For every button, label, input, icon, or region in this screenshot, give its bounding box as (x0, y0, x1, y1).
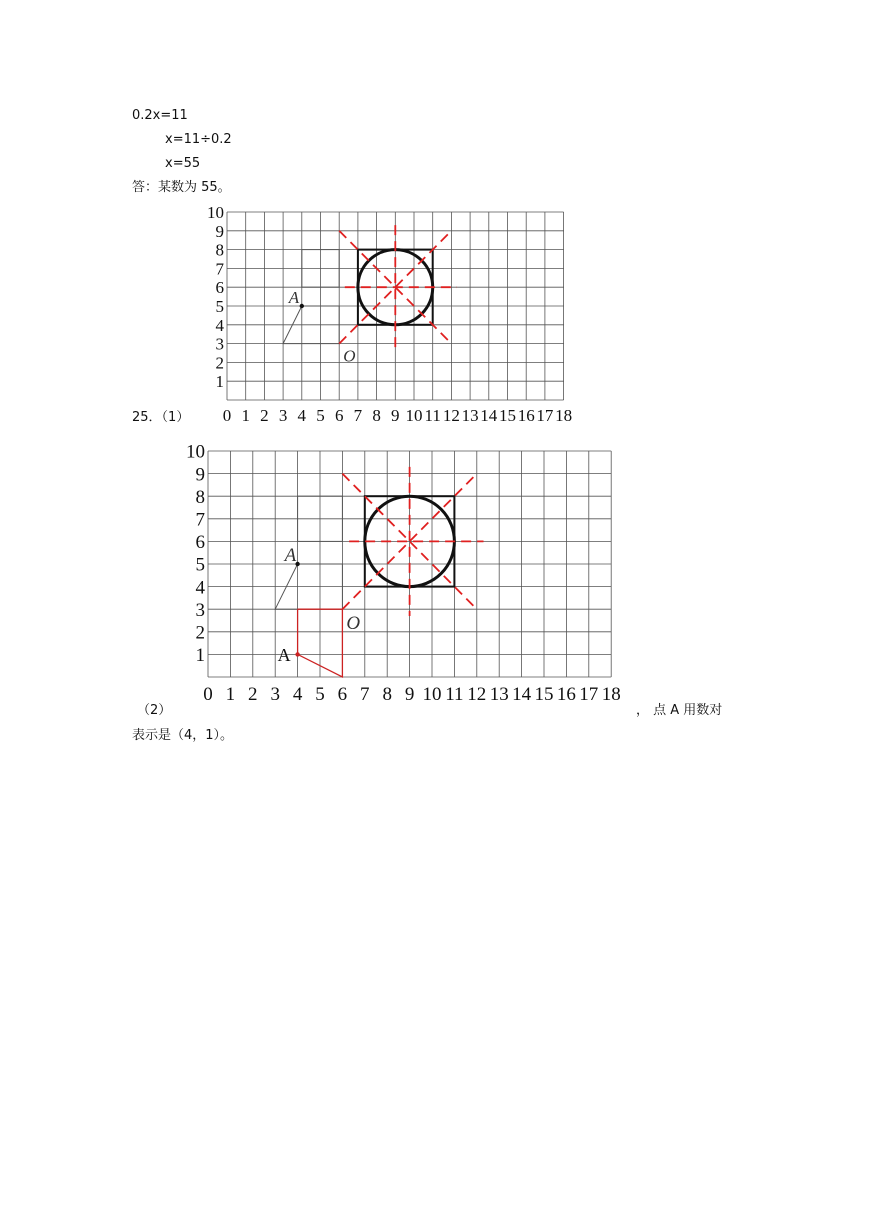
x-tick-label: 18 (601, 684, 621, 705)
y-tick-label: 10 (186, 443, 205, 463)
image-point-dot (295, 652, 299, 656)
point-a-dot (300, 304, 304, 308)
equation-line-2: x=11÷0.2 (165, 132, 232, 147)
y-tick-label: 8 (215, 240, 224, 260)
x-tick-label: 18 (555, 406, 573, 425)
equation-line-1: 0.2x=11 (132, 108, 188, 123)
x-tick-label: 3 (278, 406, 288, 425)
y-tick-label: 1 (195, 645, 205, 667)
x-tick-label: 11 (445, 684, 464, 705)
x-tick-label: 16 (556, 684, 576, 705)
x-tick-label: 16 (517, 406, 535, 425)
x-tick-label: 0 (203, 684, 213, 705)
point-a-label: A (284, 545, 297, 566)
y-tick-label: 7 (215, 259, 224, 279)
x-tick-label: 5 (316, 406, 325, 425)
x-tick-label: 2 (260, 406, 269, 425)
y-tick-label: 2 (195, 622, 205, 644)
y-tick-label: 3 (215, 334, 224, 354)
y-tick-label: 5 (195, 554, 205, 576)
x-tick-label: 11 (424, 406, 441, 425)
equation-line-3: x=55 (165, 156, 201, 171)
answer-line: 答：某数为 55。 (132, 180, 231, 195)
x-tick-label: 17 (579, 684, 599, 705)
x-tick-label: 2 (248, 684, 258, 705)
x-tick-label: 0 (222, 406, 232, 425)
x-tick-label: 10 (422, 684, 442, 705)
x-tick-label: 14 (480, 406, 498, 425)
y-tick-label: 8 (195, 486, 205, 508)
y-tick-label: 1 (215, 372, 224, 392)
x-tick-label: 4 (292, 684, 303, 705)
y-tick-label: 9 (215, 221, 224, 241)
x-tick-label: 17 (536, 406, 554, 425)
question-25-part2-text: ， 点 A 用数对 (636, 703, 723, 718)
x-tick-label: 7 (353, 406, 363, 425)
y-tick-label: 9 (195, 464, 205, 486)
y-tick-label: 6 (195, 532, 205, 554)
x-tick-label: 8 (382, 684, 392, 705)
y-tick-label: 7 (195, 509, 205, 531)
x-tick-label: 13 (461, 406, 479, 425)
x-tick-label: 3 (270, 684, 280, 705)
x-tick-label: 12 (467, 684, 487, 705)
x-tick-label: 15 (499, 406, 516, 425)
y-tick-label: 4 (195, 577, 205, 599)
question-25-part2-answer: 表示是（4，1）。 (132, 728, 234, 743)
x-tick-label: 5 (315, 684, 325, 705)
x-tick-label: 7 (360, 684, 370, 705)
x-tick-label: 4 (297, 406, 307, 425)
x-tick-label: 1 (241, 406, 250, 425)
x-tick-label: 12 (442, 406, 460, 425)
y-tick-label: 3 (195, 599, 205, 621)
x-tick-label: 13 (489, 684, 509, 705)
image-point-label: A (277, 645, 291, 666)
point-a-label: A (288, 288, 300, 307)
y-tick-label: 5 (215, 296, 224, 316)
origin-label: O (346, 613, 361, 635)
grid-figure-part1 (200, 205, 580, 427)
y-tick-label: 4 (215, 315, 224, 335)
x-tick-label: 15 (534, 684, 554, 705)
grid-figure-part2 (175, 443, 625, 708)
y-tick-label: 6 (215, 278, 224, 298)
y-tick-label: 10 (207, 205, 224, 222)
x-tick-label: 1 (225, 684, 236, 705)
origin-label: O (343, 346, 356, 366)
question-25-part1-label: 25．（1） (132, 410, 190, 425)
x-tick-label: 6 (337, 684, 348, 705)
x-tick-label: 14 (512, 684, 532, 705)
x-tick-label: 6 (334, 406, 344, 425)
y-tick-label: 2 (215, 353, 224, 373)
x-tick-label: 9 (391, 406, 400, 425)
x-tick-label: 9 (404, 684, 415, 705)
x-tick-label: 10 (405, 406, 423, 425)
x-tick-label: 8 (372, 406, 381, 425)
question-25-part2-label: （2） (137, 703, 172, 718)
